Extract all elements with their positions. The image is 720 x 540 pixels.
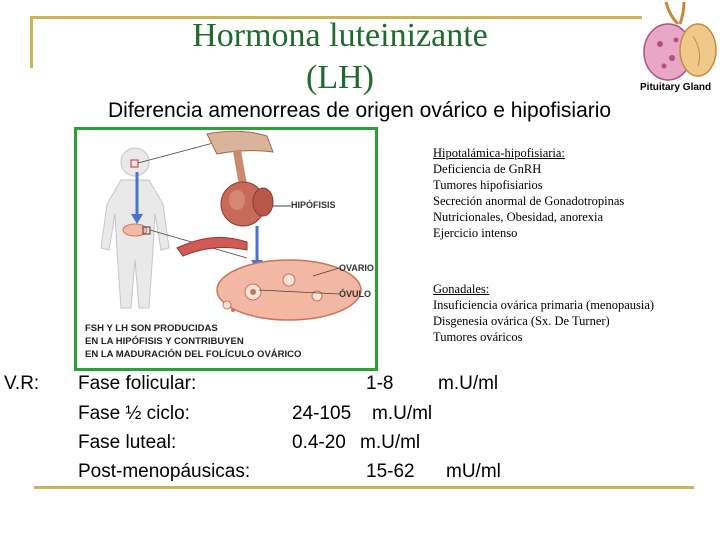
phase-value: 0.4-20: [292, 432, 346, 453]
gonadal-causes-heading: Gonadales:: [433, 282, 490, 296]
pituitary-anatomy-drawing: [207, 131, 273, 226]
slide-title: Hormona luteinizante: [192, 17, 488, 54]
list-item: Ejercicio intenso: [433, 226, 518, 240]
phase-unit: m.U/ml: [360, 432, 421, 453]
frame-bottom-line: [34, 486, 694, 489]
figure-caption: [85, 322, 301, 361]
list-item: Secreción anormal de Gonadotropinas: [433, 194, 625, 208]
list-item: Tumores hipofisiarios: [433, 178, 543, 192]
figure-caption-line: FSH Y LH SON PRODUCIDAS: [85, 323, 218, 334]
list-item: Deficiencia de GnRH: [433, 162, 542, 176]
frame-left-line: [30, 16, 33, 68]
list-item: Nutricionales, Obesidad, anorexia: [433, 210, 604, 224]
list-item: Disgenesia ovárica (Sx. De Turner): [433, 314, 610, 328]
hypothalamic-causes-heading: Hipotalámica-hipofisiaria:: [433, 146, 565, 160]
reference-row: [78, 373, 518, 397]
phase-label: Post-menopáusicas:: [78, 461, 251, 482]
ovario-label: OVARIO: [339, 263, 374, 273]
hipofisis-label: HIPÓFISIS: [291, 200, 336, 210]
list-item: Tumores ováricos: [433, 330, 523, 344]
phase-value: 1-8: [366, 373, 394, 394]
reference-row: [78, 403, 518, 427]
ovulo-label: ÓVULO: [339, 289, 372, 299]
figure-caption-line: EN LA MADURACIÓN DEL FOLÍCULO OVÁRICO: [85, 349, 302, 360]
figure-caption-line: EN LA HIPÓFISIS Y CONTRIBUYEN: [85, 336, 244, 347]
gonadal-causes-list: [433, 281, 654, 345]
phase-value: 24-105: [292, 403, 352, 424]
reference-row: [78, 432, 518, 456]
slide-title-abbrev: (LH): [306, 59, 374, 96]
lh-physiology-figure: [74, 127, 378, 371]
reference-values-label: V.R:: [4, 373, 40, 394]
slide-subtitle: Diferencia amenorreas de origen ovárico e hipofisiario: [108, 99, 612, 122]
phase-unit: mU/ml: [446, 461, 501, 482]
phase-label: Fase folicular:: [78, 373, 197, 394]
phase-label: Fase ½ ciclo:: [78, 403, 190, 424]
phase-unit: m.U/ml: [438, 373, 499, 394]
phase-label: Fase luteal:: [78, 432, 177, 453]
list-item: Insuficiencia ovárica primaria (menopausia): [433, 298, 655, 312]
pituitary-gland-label: Pituitary Gland: [640, 82, 712, 93]
reference-row: [78, 461, 518, 485]
phase-unit: m.U/ml: [372, 403, 433, 424]
phase-value: 15-62: [366, 461, 415, 482]
hypothalamic-causes-list: [433, 145, 624, 241]
